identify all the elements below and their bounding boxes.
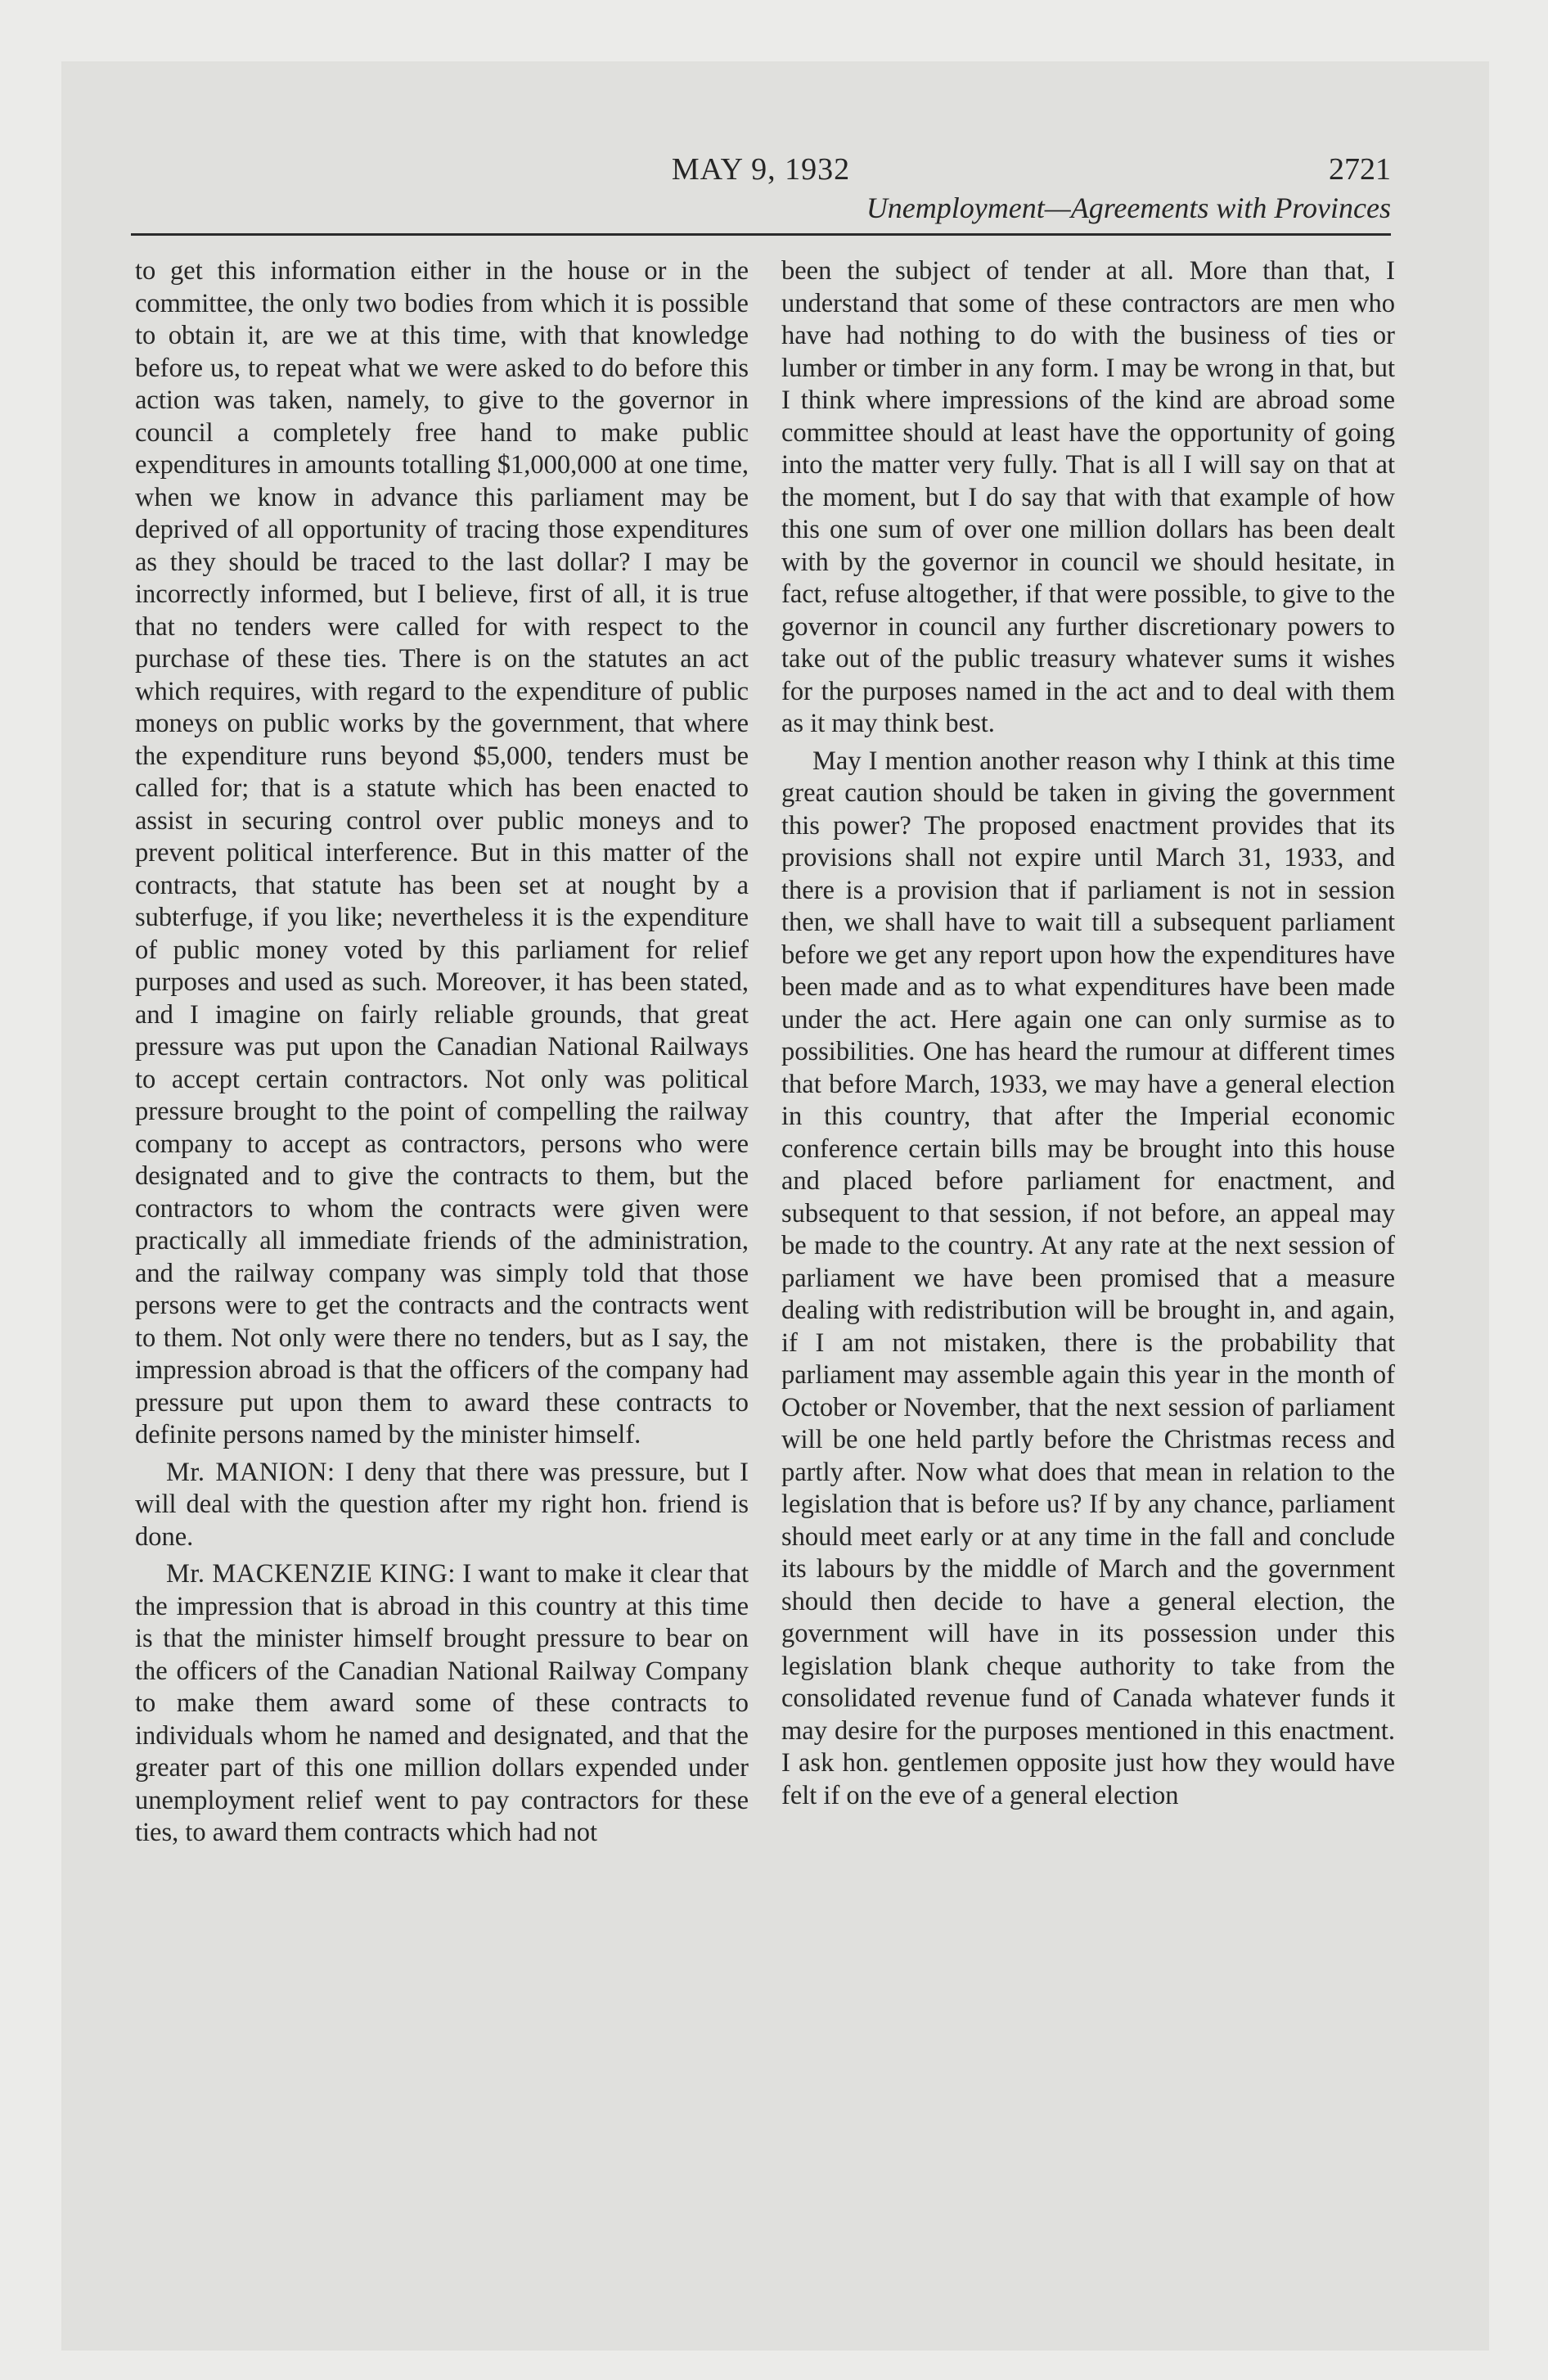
speaker-name: Mr. MANION: bbox=[166, 1457, 335, 1487]
right-paragraph-1: been the subject of tender at all. More than that, I understand that some of these contractors are men who have had nothing to do with the business of ties or lumber or timber in any form. I may be wrong in that, but I think where impressions of the kind are abroad some committee should at least have the opportunity of going into the matter very fully. That is all I will say on that at the moment, but I do say that with that example of how this one sum of over one million dollars has been dealt with by the governor in council we should hesitate, in fact, refuse altogether, if that were possible, to give to the governor in council any further discretionary powers to take out of the public treasury whatever sums it wishes for the purposes named in the act and to deal with them as it may think best. bbox=[781, 256, 1395, 738]
left-column bbox=[135, 255, 749, 1850]
header-date: MAY 9, 1932 bbox=[671, 152, 851, 187]
speech-text: I want to make it clear that the impression that is abroad in this country at this time is that the minister himself brought pressure to bear on the officers of the Canadian National Railway Company to make them award some of these contracts to individuals whom he named and designated, and that the greater part of this one million dollars expended under unemployment relief went to pay contractors for these ties, to award them contracts which had not bbox=[135, 1559, 749, 1847]
left-paragraph-1: to get this information either in the house or in the committee, the only two bodies from which it is possible to obtain it, are we at this time, with that knowledge before us, to repeat what we were asked to do before this action was taken, namely, to give to the governor in council a completely free hand to make public expenditures in amounts totalling $1,000,000 at one time, when we know in advance this parliament may be deprived of all opportunity of tracing those expenditures as they should be traced to the last dollar? I may be incorrectly informed, but I believe, first of all, it is true that no tenders were called for with respect to the purchase of these ties. There is on the statutes an act which requires, with regard to the expenditure of public moneys on public works by the government, that where the expenditure runs beyond $5,000, tenders must be called for; that is a statute which has been enacted to assist in securing control over public moneys and to prevent political interference. But in this matter of the contracts, that statute has been set at nought by a subterfuge, if you like; nevertheless it is the expenditure of public money voted by this parliament for relief purposes and used as such. Moreover, it has been stated, and I imagine on fairly reliable grounds, that great pressure was put upon the Canadian National Railways to accept certain contractors. Not only was political pressure brought to the point of compelling the railway company to accept as contractors, persons who were designated and to give the contracts to them, but the contractors to whom the contracts were given were practically all immediate friends of the administration, and the railway company was simply told that those persons were to get the contracts and the contracts went to them. Not only were there no tenders, but as I say, the impression abroad is that the officers of the company had pressure put upon them to award these contracts to definite persons named by the minister himself. bbox=[135, 256, 749, 1449]
right-column bbox=[781, 255, 1395, 1812]
speech-text: I deny that there was pressure, but I will deal with the question after my right hon. friend is done. bbox=[135, 1457, 749, 1552]
right-paragraph-2: May I mention another reason why I think at this time great caution should be taken in giving the government this power? The proposed enactment provides that its provisions shall not expire until March 31, 1933, and there is a provision that if parliament is not in session then, we shall have to wait till a subsequent parliament before we get any report upon how the expenditures have been made and as to what expenditures have been made under the act. Here again one can only surmise as to possibilities. One has heard the rumour at different times that before March, 1933, we may have a general election in this country, that after the Imperial economic conference certain bills may be brought into this house and placed before parliament for enactment, and subsequent to that session, if not before, an appeal may be made to the country. At any rate at the next session of parliament we have been promised that a measure dealing with redistribution will be brought in, and again, if I am not mistaken, there is the probability that parliament may assemble again this year in the month of October or November, that the next session of parliament will be one held partly before the Christmas recess and partly after. Now what does that mean in relation to the legislation that is before us? If by any chance, parliament should meet early or at any time in the fall and conclude its labours by the middle of March and the government should then decide to have a general election, the government will have in its possession under this legislation blank cheque authority to take from the consolidated revenue fund of Canada whatever funds it may desire for the purposes mentioned in this enactment. I ask hon. gentlemen opposite just how they would have felt if on the eve of a general election bbox=[781, 746, 1395, 1810]
left-paragraph-2 bbox=[135, 1457, 749, 1554]
speaker-name: Mr. MACKENZIE KING: bbox=[166, 1559, 456, 1589]
left-paragraph-3 bbox=[135, 1558, 749, 1850]
header-rule bbox=[131, 233, 1391, 236]
page-number: 2721 bbox=[1329, 152, 1391, 187]
page-header bbox=[131, 151, 1391, 241]
running-head-subject: Unemployment—Agreements with Provinces bbox=[866, 192, 1391, 224]
